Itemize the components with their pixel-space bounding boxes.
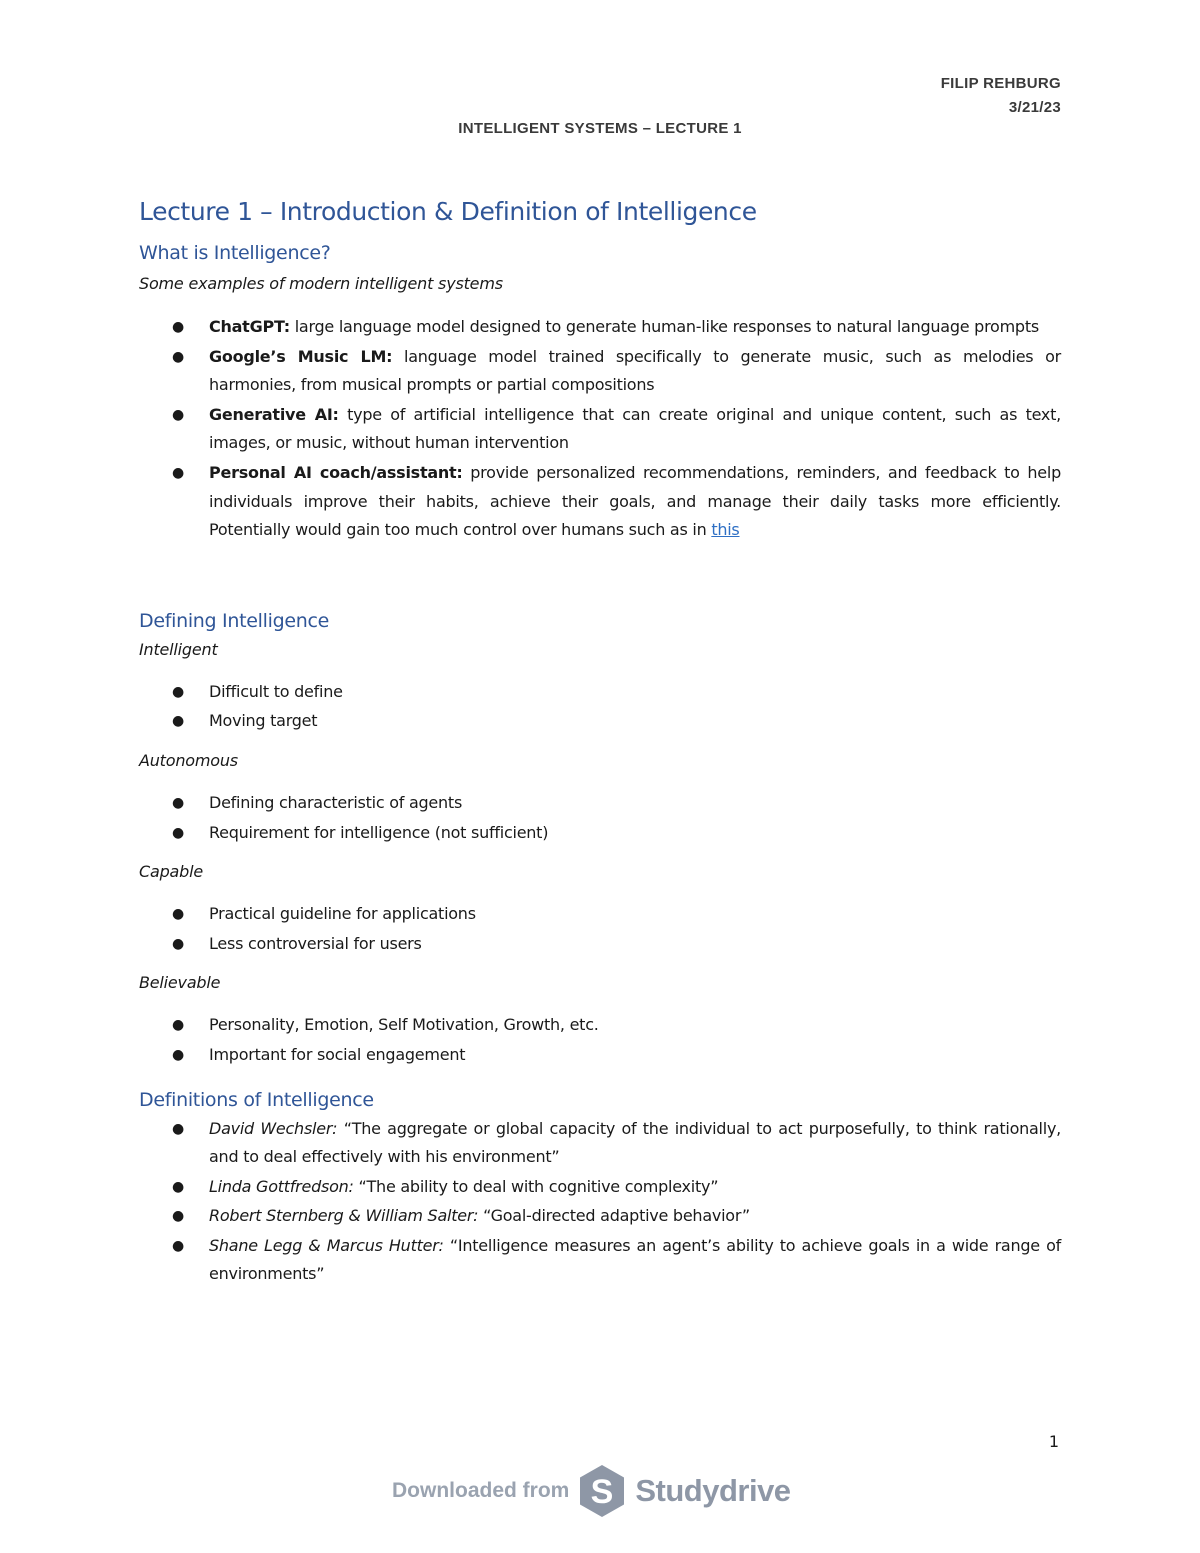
- definition-author: Shane Legg & Marcus Hutter:: [209, 1235, 444, 1255]
- item-text: Requirement for intelligence (not sufficient): [209, 822, 549, 842]
- document-header-right: [941, 72, 1061, 120]
- bullet-icon: ●: [172, 1017, 184, 1034]
- definition-quote: “Goal-directed adaptive behavior”: [478, 1206, 750, 1226]
- section-heading-what-is-intelligence: What is Intelligence?: [139, 242, 331, 264]
- list-item: [139, 343, 1061, 400]
- item-term: ChatGPT:: [209, 317, 290, 336]
- bullet-icon: ●: [172, 935, 184, 952]
- studydrive-logo-icon: [577, 1463, 627, 1519]
- examples-list: [139, 313, 1061, 545]
- definition-quote: “Intelligence measures an agent’s ability to achieve goals in a wide range of environments”: [209, 1235, 1062, 1284]
- document-date: 3/21/23: [1008, 99, 1061, 116]
- bullet-icon: ●: [172, 713, 184, 730]
- item-text: Practical guideline for applications: [209, 904, 476, 924]
- group-label-autonomous: Autonomous: [139, 750, 238, 770]
- intelligent-list: [139, 678, 1061, 736]
- bullet-icon: ●: [172, 794, 184, 811]
- document-body: [139, 194, 1061, 1290]
- item-text: language model trained specifically to generate music, such as melodies or harmonies, from musical prompts or partial compositions: [209, 346, 1062, 395]
- this-link[interactable]: this: [711, 520, 740, 540]
- bullet-icon: ●: [172, 464, 184, 481]
- bullet-icon: ●: [172, 406, 184, 423]
- list-item: [139, 1173, 1061, 1202]
- group-label-capable: Capable: [139, 862, 203, 882]
- item-text: Personality, Emotion, Self Motivation, Growth, etc.: [209, 1015, 599, 1035]
- list-item: [139, 930, 1061, 959]
- item-term: Google’s Music LM:: [209, 346, 393, 366]
- item-text: provide personalized recommendations, reminders, and feedback to help individuals improve their habits, achieve their goals, and manage their daily tasks more efficiently. Potentially would gain too much control over humans such as in: [209, 462, 1061, 540]
- group-label-intelligent: Intelligent: [139, 639, 218, 659]
- bullet-icon: ●: [172, 1120, 184, 1137]
- item-text: large language model designed to generate human-like responses to natural language prompts: [289, 317, 1039, 336]
- definition-author: Robert Sternberg & William Salter:: [209, 1206, 479, 1226]
- bullet-icon: ●: [172, 1208, 184, 1225]
- definition-quote: “The aggregate or global capacity of the individual to act purposefully, to think rationally, and to deal effectively with his environment”: [209, 1118, 1061, 1167]
- bullet-icon: ●: [172, 906, 184, 923]
- author-name: FILIP REHBURG: [940, 75, 1061, 92]
- item-text: Moving target: [209, 711, 318, 731]
- bullet-icon: ●: [172, 683, 184, 700]
- studydrive-footer[interactable]: [392, 1461, 791, 1521]
- believable-list: [139, 1011, 1061, 1069]
- definition-quote: “The ability to deal with cognitive complexity”: [353, 1176, 719, 1196]
- section-heading-definitions: Definitions of Intelligence: [139, 1088, 374, 1111]
- downloaded-from-text: Downloaded from: [392, 1479, 570, 1502]
- group-label-believable: Believable: [139, 973, 221, 993]
- bullet-icon: ●: [172, 1237, 184, 1254]
- list-item: [139, 313, 1061, 342]
- bullet-icon: ●: [172, 1046, 184, 1063]
- list-item: [139, 401, 1061, 458]
- list-item: [139, 900, 1061, 929]
- item-text: Important for social engagement: [209, 1044, 466, 1064]
- list-item: [139, 707, 1061, 736]
- definitions-list: [139, 1115, 1061, 1290]
- definition-author: David Wechsler:: [209, 1118, 338, 1138]
- capable-list: [139, 900, 1061, 958]
- course-header: INTELLIGENT SYSTEMS – LECTURE 1: [458, 120, 742, 137]
- autonomous-list: [139, 789, 1061, 847]
- item-text: Less controversial for users: [209, 933, 422, 953]
- bullet-icon: ●: [172, 348, 184, 365]
- page-title: Lecture 1 – Introduction & Definition of Intelligence: [139, 197, 757, 226]
- studydrive-brand: Studydrive: [635, 1473, 791, 1508]
- item-term: Personal AI coach/assistant:: [209, 462, 463, 482]
- list-item: [139, 678, 1061, 707]
- item-term: Generative AI:: [209, 404, 339, 424]
- svg-text:S: S: [591, 1473, 614, 1511]
- list-item: [139, 789, 1061, 818]
- list-item: [139, 1041, 1061, 1070]
- list-item: [139, 819, 1061, 848]
- list-item: [139, 459, 1061, 545]
- bullet-icon: ●: [172, 824, 184, 841]
- item-text: type of artificial intelligence that can create original and unique content, such as text, images, or music, without human intervention: [209, 404, 1062, 453]
- bullet-icon: ●: [172, 1178, 184, 1195]
- list-item: [139, 1011, 1061, 1040]
- item-text: Difficult to define: [209, 681, 343, 701]
- list-item: [139, 1232, 1061, 1289]
- list-item: [139, 1115, 1061, 1172]
- page-number: 1: [1048, 1432, 1059, 1451]
- bullet-icon: ●: [172, 319, 184, 335]
- item-text: Defining characteristic of agents: [209, 792, 463, 812]
- section-heading-defining-intelligence: Defining Intelligence: [139, 609, 329, 632]
- section-subheading: Some examples of modern intelligent systems: [139, 274, 503, 293]
- definition-author: Linda Gottfredson:: [209, 1176, 354, 1196]
- list-item: [139, 1202, 1061, 1231]
